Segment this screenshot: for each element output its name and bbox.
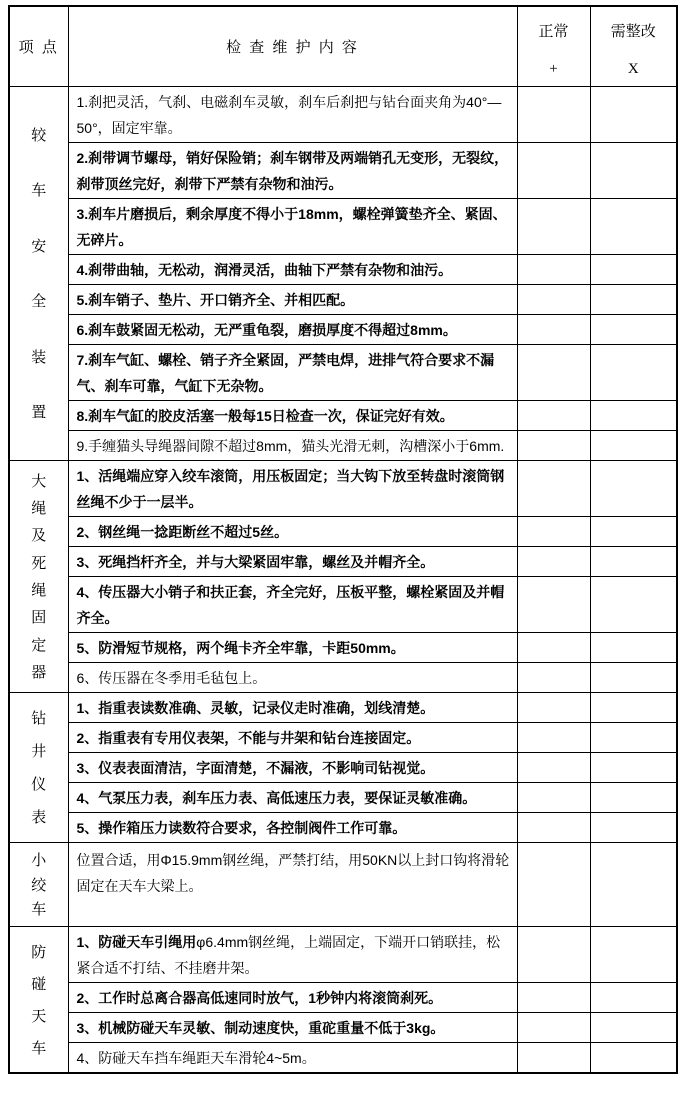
- table-row: [9, 198, 677, 254]
- rectify-mark-cell[interactable]: [590, 576, 677, 632]
- check-item-text: [68, 982, 517, 1012]
- check-item-text-bold-run: 1、防碰天车引绳用: [76, 933, 197, 950]
- content-column-title: 检 查 维 护 内 容: [226, 38, 359, 56]
- normal-mark-cell[interactable]: [517, 662, 590, 692]
- table-row: [9, 1042, 677, 1073]
- rectify-mark-cell[interactable]: [590, 632, 677, 662]
- section-label-char: 车: [31, 182, 47, 200]
- section-label: [9, 692, 68, 842]
- check-item-text-bold-run: 4.刹带曲轴，无松动，润滑灵活，曲轴下严禁有杂物和油污。: [76, 261, 453, 278]
- header-item-column: [9, 6, 68, 86]
- section-label-char: 小: [31, 852, 47, 869]
- normal-mark-cell[interactable]: [517, 632, 590, 662]
- rectify-mark-cell[interactable]: [590, 692, 677, 722]
- table-row: [9, 982, 677, 1012]
- rectify-mark-cell[interactable]: [590, 400, 677, 430]
- section-label-vertical-text: [10, 90, 68, 457]
- section-label-char: 车: [31, 1039, 47, 1057]
- rectify-mark-cell[interactable]: [590, 722, 677, 752]
- check-item-text: [68, 142, 517, 198]
- normal-mark-cell[interactable]: [517, 284, 590, 314]
- section-label-char: 绳: [31, 500, 47, 518]
- normal-plus-mark: +: [549, 60, 558, 77]
- rectify-mark-cell[interactable]: [590, 782, 677, 812]
- normal-mark-cell[interactable]: [517, 1042, 590, 1073]
- table-row: [9, 812, 677, 842]
- check-item-text-run: 1.刹把灵活，气刹、电磁刹车灵敏，刹车后刹把与钻台面夹角为40°—50°，固定牢靠。: [76, 93, 502, 136]
- check-item-text-bold-run: 8.刹车气缸的胶皮活塞一般每15日检查一次，保证完好有效。: [76, 407, 454, 424]
- normal-mark-cell[interactable]: [517, 782, 590, 812]
- table-row: [9, 86, 677, 142]
- check-item-text-bold-run: 2、工作时总离合器高低速同时放气，1秒钟内将滚筒刹死。: [76, 989, 443, 1006]
- section-label-char: 及: [31, 527, 47, 545]
- normal-mark-cell[interactable]: [517, 926, 590, 982]
- check-item-text: [68, 86, 517, 142]
- table-row: [9, 782, 677, 812]
- inspection-checklist-table: [8, 5, 678, 1074]
- check-item-text-run: 位置合适，用Φ15.9mm钢丝绳，严禁打结，用50KN以上封口钩将滑轮固定在天车大梁上。: [76, 851, 510, 894]
- normal-mark-cell[interactable]: [517, 400, 590, 430]
- section-label-char: 固: [31, 609, 47, 627]
- table-row: [9, 1012, 677, 1042]
- rectify-mark-cell[interactable]: [590, 516, 677, 546]
- section-label-vertical-text: [10, 464, 68, 689]
- check-item-text-bold-run: 5.刹车销子、垫片、开口销齐全、并相匹配。: [76, 291, 355, 308]
- rectify-mark-cell[interactable]: [590, 752, 677, 782]
- normal-mark-cell[interactable]: [517, 576, 590, 632]
- section-label: [9, 926, 68, 1073]
- section-label-char: 装: [31, 348, 47, 366]
- check-item-text: [68, 284, 517, 314]
- normal-mark-cell[interactable]: [517, 142, 590, 198]
- rectify-column-title: 需整改: [610, 23, 656, 40]
- check-item-text: [68, 254, 517, 284]
- section-label-char: 定: [31, 636, 47, 654]
- section-label-char: 置: [31, 404, 47, 422]
- check-item-text: [68, 516, 517, 546]
- section-label: [9, 460, 68, 692]
- check-item-text-bold-run: 3、机械防碰天车灵敏、制动速度快，重砣重量不低于3kg。: [76, 1019, 445, 1036]
- normal-mark-cell[interactable]: [517, 722, 590, 752]
- normal-mark-cell[interactable]: [517, 254, 590, 284]
- check-item-text-bold-run: 3.刹车片磨损后，剩余厚度不得小于18mm，螺栓弹簧垫齐全、紧固、无碎片。: [76, 205, 507, 248]
- table-row: [9, 662, 677, 692]
- header-rectify-column: [590, 6, 677, 86]
- section-label-vertical-text: [10, 930, 68, 1069]
- table-row: [9, 632, 677, 662]
- normal-mark-cell[interactable]: [517, 546, 590, 576]
- rectify-mark-cell[interactable]: [590, 254, 677, 284]
- section-label-vertical-text: [10, 846, 68, 923]
- table-row: [9, 400, 677, 430]
- section-label-char: 全: [31, 293, 47, 311]
- rectify-x-mark: X: [627, 60, 639, 77]
- check-item-text: [68, 782, 517, 812]
- item-column-title: 项 点: [18, 38, 59, 56]
- check-item-text: [68, 546, 517, 576]
- section-label-vertical-text: [10, 696, 68, 839]
- check-item-text: [68, 576, 517, 632]
- table-row: [9, 752, 677, 782]
- normal-mark-cell[interactable]: [517, 812, 590, 842]
- rectify-mark-cell[interactable]: [590, 1012, 677, 1042]
- normal-mark-cell[interactable]: [517, 692, 590, 722]
- section-label: [9, 86, 68, 460]
- check-item-text: [68, 344, 517, 400]
- check-item-text-bold-run: 3、死绳挡杆齐全，并与大梁紧固牢靠，螺丝及并帽齐全。: [76, 553, 435, 570]
- check-item-text: [68, 662, 517, 692]
- check-item-text-bold-run: 5、操作箱压力读数符合要求，各控制阀件工作可靠。: [76, 819, 407, 836]
- section-label-char: 碰: [31, 975, 47, 993]
- rectify-mark-cell[interactable]: [590, 430, 677, 460]
- rectify-mark-cell[interactable]: [590, 142, 677, 198]
- rectify-mark-cell[interactable]: [590, 842, 677, 926]
- check-item-text-bold-run: 1、活绳端应穿入绞车滚筒，用压板固定；当大钩下放至转盘时滚筒钢丝绳不少于一层半。: [76, 467, 505, 510]
- normal-mark-cell[interactable]: [517, 516, 590, 546]
- check-item-text: [68, 752, 517, 782]
- rectify-mark-cell[interactable]: [590, 344, 677, 400]
- table-row: [9, 284, 677, 314]
- section-label-char: 绳: [31, 582, 47, 600]
- check-item-text: [68, 1012, 517, 1042]
- check-item-text-bold-run: 5、防滑短节规格，两个绳卡齐全牢靠，卡距50mm。: [76, 639, 405, 656]
- section-label-char: 器: [31, 664, 47, 682]
- table-row: [9, 576, 677, 632]
- section-label-char: 天: [31, 1007, 47, 1025]
- table-row: [9, 546, 677, 576]
- normal-mark-cell[interactable]: [517, 344, 590, 400]
- check-item-text-run: 4、防碰天车挡车绳距天车滑轮4~5m。: [76, 1049, 316, 1066]
- normal-mark-cell[interactable]: [517, 1012, 590, 1042]
- rectify-mark-cell[interactable]: [590, 86, 677, 142]
- check-item-text-run: 9.手缠猫头导绳器间隙不超过8mm，猫头光滑无刺，沟槽深小于6mm.: [76, 437, 505, 454]
- check-item-text-bold-run: 4、气泵压力表，刹车压力表、高低速压力表，要保证灵敏准确。: [76, 789, 477, 806]
- check-item-text: [68, 842, 517, 926]
- rectify-mark-cell[interactable]: [590, 284, 677, 314]
- table-row: [9, 926, 677, 982]
- section-label-char: 防: [31, 943, 47, 961]
- check-item-text: [68, 722, 517, 752]
- section-label-char: 表: [31, 808, 47, 826]
- table-row: [9, 314, 677, 344]
- section-label-char: 仪: [31, 775, 47, 793]
- rectify-mark-cell[interactable]: [590, 460, 677, 516]
- check-item-text: [68, 926, 517, 982]
- check-item-text-bold-run: 2.刹带调节螺母，销好保险销；刹车钢带及两端销孔无变形，无裂纹，刹带顶丝完好，刹带下严禁有杂物和油污。: [76, 149, 509, 192]
- normal-mark-cell[interactable]: [517, 86, 590, 142]
- check-item-text: [68, 400, 517, 430]
- table-row: [9, 722, 677, 752]
- section-label-char: 井: [31, 743, 47, 761]
- check-item-text: [68, 812, 517, 842]
- section-label: [9, 842, 68, 926]
- header-content-column: [68, 6, 517, 86]
- check-item-text-bold-run: 2、钢丝绳一捻距断丝不超过5丝。: [76, 523, 289, 540]
- section-label-char: 钻: [31, 710, 47, 728]
- normal-mark-cell[interactable]: [517, 982, 590, 1012]
- check-item-text: [68, 460, 517, 516]
- table-row: [9, 254, 677, 284]
- rectify-mark-cell[interactable]: [590, 982, 677, 1012]
- check-item-text-bold-run: 2、指重表有专用仪表架，不能与井架和钻台连接固定。: [76, 729, 421, 746]
- table-row: [9, 430, 677, 460]
- normal-mark-cell[interactable]: [517, 460, 590, 516]
- check-item-text: [68, 1042, 517, 1073]
- section-label-char: 大: [31, 472, 47, 490]
- table-header-row: [9, 6, 677, 86]
- section-label-char: 车: [31, 901, 47, 918]
- rectify-mark-cell[interactable]: [590, 314, 677, 344]
- rectify-mark-cell[interactable]: [590, 1042, 677, 1073]
- rectify-mark-cell[interactable]: [590, 812, 677, 842]
- check-item-text-bold-run: 7.刹车气缸、螺栓、销子齐全紧固，严禁电焊，进排气符合要求不漏气、刹车可靠，气缸下无杂物。: [76, 351, 495, 394]
- table-row: [9, 516, 677, 546]
- section-label-char: 较: [31, 126, 47, 144]
- check-item-text-bold-run: 6.刹车鼓紧固无松动，无严重龟裂，磨损厚度不得超过8mm。: [76, 321, 457, 338]
- table-row: [9, 344, 677, 400]
- section-label-char: 安: [31, 237, 47, 255]
- normal-column-title: 正常: [538, 23, 569, 40]
- section-label-char: 绞: [31, 876, 47, 894]
- normal-mark-cell[interactable]: [517, 198, 590, 254]
- table-row: [9, 842, 677, 926]
- section-label-char: 死: [31, 554, 47, 572]
- normal-mark-cell[interactable]: [517, 314, 590, 344]
- check-item-text: [68, 692, 517, 722]
- normal-mark-cell[interactable]: [517, 752, 590, 782]
- table-row: [9, 142, 677, 198]
- check-item-text-bold-run: 3、仪表表面清洁，字面清楚，不漏液，不影响司钻视觉。: [76, 759, 435, 776]
- check-item-text-run: 6、传压器在冬季用毛毡包上。: [76, 669, 267, 686]
- rectify-mark-cell[interactable]: [590, 546, 677, 576]
- header-normal-column: [517, 6, 590, 86]
- check-item-text-bold-run: 4、传压器大小销子和扶正套，齐全完好，压板平整，螺栓紧固及并帽齐全。: [76, 583, 505, 626]
- normal-mark-cell[interactable]: [517, 430, 590, 460]
- rectify-mark-cell[interactable]: [590, 198, 677, 254]
- normal-mark-cell[interactable]: [517, 842, 590, 926]
- check-item-text: [68, 430, 517, 460]
- check-item-text: [68, 314, 517, 344]
- check-item-text-bold-run: 1、指重表读数准确、灵敏，记录仪走时准确，划线清楚。: [76, 699, 435, 716]
- table-row: [9, 692, 677, 722]
- check-item-text: [68, 198, 517, 254]
- rectify-mark-cell[interactable]: [590, 926, 677, 982]
- check-item-text: [68, 632, 517, 662]
- check-item-text-run: φ6.4mm钢丝绳，上端固定，下端开口销联挂，松紧合适不打结、不挂磨井架。: [76, 933, 501, 976]
- rectify-mark-cell[interactable]: [590, 662, 677, 692]
- table-row: [9, 460, 677, 516]
